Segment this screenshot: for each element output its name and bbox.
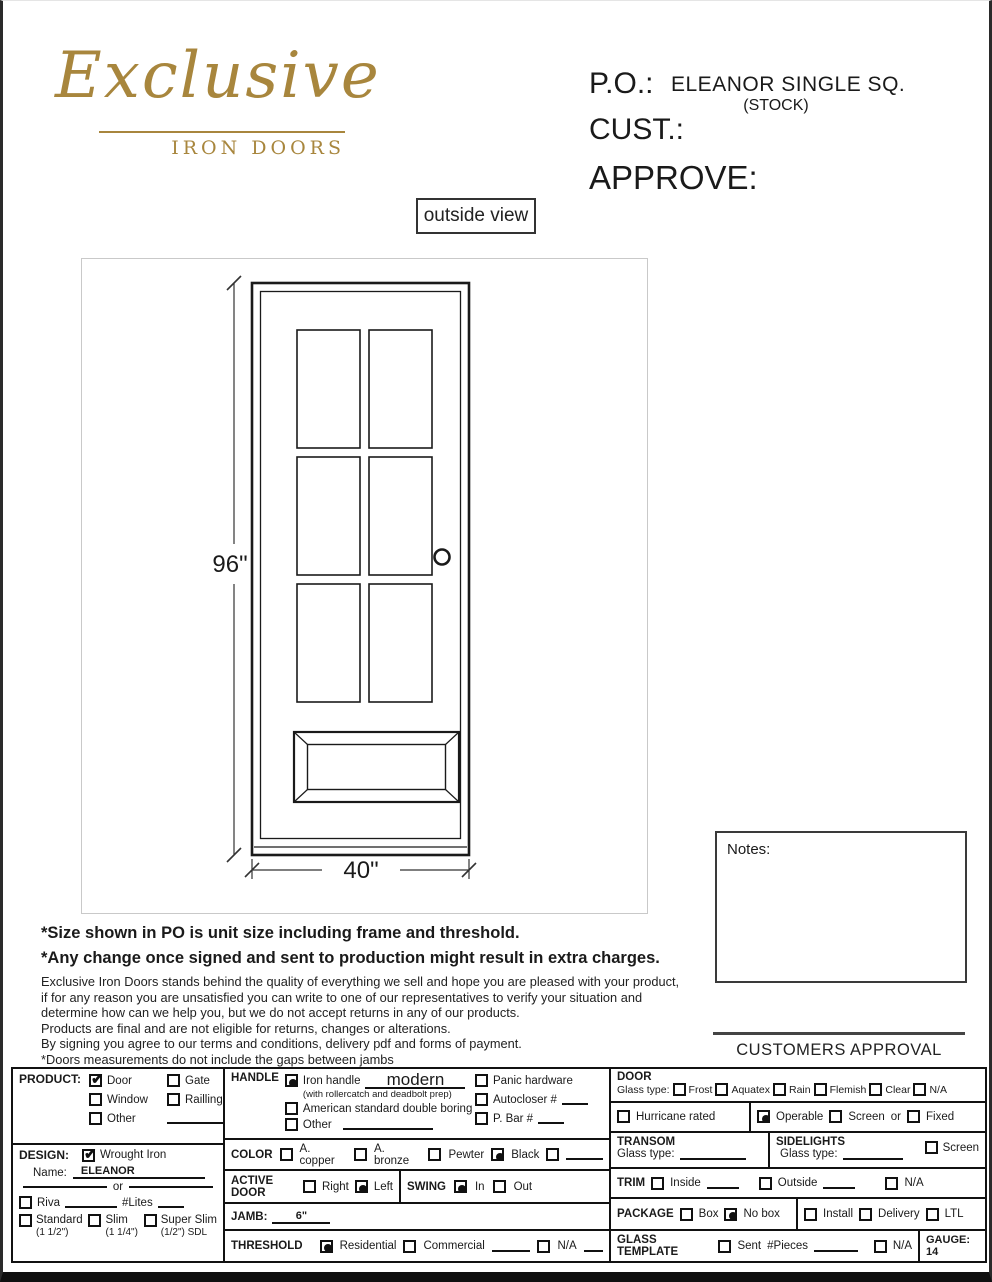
handle-iron-handle-note: (with rollercatch and deadbolt prep) <box>302 1089 452 1100</box>
disclaimer-line: By signing you agree to our terms and conditions, delivery pdf and forms of payment. <box>41 1036 522 1052</box>
color-section <box>225 1140 609 1171</box>
handle-panic-label: Panic hardware <box>493 1074 573 1087</box>
handle-iron-handle-radio[interactable] <box>285 1074 298 1087</box>
order-options-form <box>11 1067 987 1263</box>
trim-na-checkbox[interactable] <box>885 1177 898 1190</box>
cust-label: CUST.: <box>589 113 685 146</box>
bevel-line <box>446 732 460 745</box>
color-pewter-checkbox[interactable] <box>428 1148 441 1161</box>
width-dimension-label: 40" <box>343 857 379 884</box>
color-other-blank[interactable] <box>566 1149 603 1160</box>
product-window-checkbox[interactable] <box>89 1093 102 1106</box>
bevel-line <box>446 790 460 803</box>
disclaimer-size-note: *Size shown in PO is unit size including frame and threshold. <box>41 924 520 942</box>
handle-panic-checkbox[interactable] <box>475 1074 488 1087</box>
disclaimer-line: *Doors measurements do not include the gaps between jambs <box>41 1051 394 1067</box>
threshold-commercial-checkbox[interactable] <box>403 1240 416 1253</box>
product-railling-label: Railling <box>185 1093 223 1106</box>
door-clear-label: Clear <box>885 1083 911 1096</box>
package-box-label: Box <box>698 1208 719 1221</box>
logo-iron-doors: IRON DOORS <box>171 137 345 159</box>
package-delivery-cell <box>796 1199 985 1229</box>
door-clear-checkbox[interactable] <box>869 1083 882 1096</box>
customers-approval-label: CUSTOMERS APPROVAL <box>736 1041 942 1059</box>
glass-pane <box>297 330 360 448</box>
jamb-label: JAMB: <box>231 1210 268 1223</box>
design-or-divider <box>23 1181 213 1193</box>
active-door-right-checkbox[interactable] <box>303 1180 316 1193</box>
color-pewter-label: Pewter <box>448 1148 485 1161</box>
package-ltl-checkbox[interactable] <box>926 1208 939 1221</box>
glass-pane <box>369 457 432 575</box>
gauge-cell <box>918 1231 985 1261</box>
door-hurricane-checkbox[interactable] <box>617 1110 630 1123</box>
sidelights-glass-type-blank[interactable] <box>843 1149 903 1160</box>
color-a-bronze-checkbox[interactable] <box>354 1148 367 1161</box>
bevel-line <box>294 732 308 745</box>
design-label: DESIGN: <box>19 1148 70 1162</box>
door-flemish-checkbox[interactable] <box>814 1083 827 1096</box>
gauge-label: GAUGE: 14 <box>926 1234 970 1258</box>
disclaimer-line: determine how can we help you, but we do not accept returns in any of our products. <box>41 1005 520 1021</box>
active-door-left-radio[interactable] <box>355 1180 368 1193</box>
product-window-label: Window <box>107 1093 148 1106</box>
door-handle-knob <box>435 550 450 565</box>
door-operable-radio[interactable] <box>757 1110 770 1123</box>
door-aquatex-checkbox[interactable] <box>715 1083 728 1096</box>
disclaimer-line: if for any reason you are unsatisfied you can write to one of our representatives to verify your situation and <box>41 989 643 1005</box>
sidelights-section <box>768 1133 985 1167</box>
handle-american-checkbox[interactable] <box>285 1102 298 1115</box>
sidelights-screen-checkbox[interactable] <box>925 1141 938 1154</box>
active-door-label: ACTIVE DOOR <box>231 1174 274 1199</box>
threshold-label: THRESHOLD <box>231 1240 303 1252</box>
transom-glass-type-label: Glass type: <box>617 1148 675 1161</box>
door-section-label: DOOR <box>617 1071 652 1083</box>
door-rain-checkbox[interactable] <box>773 1083 786 1096</box>
package-install-checkbox[interactable] <box>804 1208 817 1221</box>
swing-label: SWING <box>407 1180 446 1193</box>
design-standard-size: (1 1/2") <box>36 1227 69 1238</box>
operable-cell <box>749 1103 985 1132</box>
design-riva-blank[interactable] <box>65 1197 117 1208</box>
threshold-na-checkbox[interactable] <box>537 1240 550 1253</box>
handle-section <box>225 1069 609 1140</box>
disclaimer-line: Exclusive Iron Doors stands behind the quality of everything we sell and hope you are pleased with your product, <box>41 974 680 989</box>
trim-inside-blank[interactable] <box>707 1178 739 1189</box>
design-name-label: Name: <box>33 1167 67 1179</box>
trim-inside-label: Inside <box>670 1177 701 1190</box>
logo-underline <box>99 131 345 133</box>
door-or-label: or <box>890 1110 901 1123</box>
handle-iron-handle-label: Iron handle <box>302 1074 361 1087</box>
glass-template-sent-checkbox[interactable] <box>718 1240 731 1253</box>
sidelights-label: SIDELIGHTS <box>776 1136 846 1149</box>
sidelights-screen-label: Screen <box>942 1141 979 1154</box>
design-wrought-iron-label: Wrought Iron <box>100 1149 167 1161</box>
package-install-label: Install <box>823 1208 854 1221</box>
door-frost-label: Frost <box>688 1083 713 1096</box>
design-slim-size: (1 1/4") <box>105 1227 138 1238</box>
package-section <box>611 1199 796 1229</box>
handle-autocloser-label: Autocloser # <box>493 1093 557 1106</box>
design-super-slim-checkbox[interactable] <box>144 1214 157 1227</box>
door-glass-type-label: Glass type: <box>617 1083 670 1096</box>
glass-template-pieces-label: #Pieces <box>767 1240 809 1252</box>
threshold-residential-radio[interactable] <box>320 1240 333 1253</box>
design-section <box>13 1145 223 1261</box>
door-frost-checkbox[interactable] <box>673 1083 686 1096</box>
threshold-na-blank[interactable] <box>584 1241 603 1252</box>
package-label: PACKAGE <box>617 1208 674 1221</box>
trim-label: TRIM <box>617 1177 646 1190</box>
product-door-checkbox[interactable] <box>89 1074 102 1087</box>
color-black-label: Black <box>511 1148 540 1161</box>
door-na-checkbox[interactable] <box>913 1083 926 1096</box>
active-door-section <box>225 1171 399 1202</box>
handle-autocloser-checkbox[interactable] <box>475 1093 488 1106</box>
color-a-bronze-label: A. bronze <box>373 1142 410 1167</box>
logo-exclusive-script: Exclusive <box>55 39 381 113</box>
handle-other-blank[interactable] <box>343 1119 433 1130</box>
active-door-left-label: Left <box>373 1180 393 1193</box>
threshold-section <box>225 1231 609 1261</box>
door-diagram-container <box>81 258 648 914</box>
handle-american-label: American standard double boring <box>302 1102 473 1115</box>
threshold-commercial-label: Commercial <box>423 1240 485 1252</box>
product-gate-label: Gate <box>185 1074 210 1087</box>
trim-inside-checkbox[interactable] <box>651 1177 664 1190</box>
design-super-slim-size: (1/2") SDL <box>160 1227 208 1238</box>
design-wrought-iron-checkbox[interactable] <box>82 1149 95 1162</box>
disclaimer-paragraph <box>41 974 679 1068</box>
door-na-label: N/A <box>929 1083 947 1096</box>
product-door-label: Door <box>107 1074 132 1087</box>
threshold-residential-label: Residential <box>339 1240 397 1252</box>
jamb-section <box>225 1204 609 1231</box>
swing-in-label: In <box>474 1180 485 1193</box>
color-black-radio[interactable] <box>491 1148 504 1161</box>
color-a-copper-label: A. copper <box>299 1142 335 1167</box>
bottom-panel-inner <box>308 745 446 790</box>
approve-label: APPROVE: <box>589 159 758 196</box>
design-standard-label: Standard <box>36 1214 83 1226</box>
design-slim-checkbox[interactable] <box>88 1214 101 1227</box>
design-riva-checkbox[interactable] <box>19 1196 32 1209</box>
glass-pane <box>369 584 432 702</box>
outside-view-box <box>416 198 536 234</box>
door-glass-section <box>611 1069 985 1103</box>
glass-template-na-checkbox[interactable] <box>874 1240 887 1253</box>
handle-pbar-label: P. Bar # <box>493 1112 534 1125</box>
product-railling-checkbox[interactable] <box>167 1093 180 1106</box>
door-fixed-checkbox[interactable] <box>907 1110 920 1123</box>
door-fixed-label: Fixed <box>925 1110 955 1123</box>
trim-outside-checkbox[interactable] <box>759 1177 772 1190</box>
trim-section <box>611 1169 985 1200</box>
design-lites-blank[interactable] <box>158 1197 184 1208</box>
door-screen-checkbox[interactable] <box>829 1110 842 1123</box>
door-rain-label: Rain <box>788 1083 811 1096</box>
jamb-value[interactable]: 6" <box>272 1210 330 1224</box>
sidelights-glass-type-label: Glass type: <box>780 1148 838 1161</box>
product-other-label: Other <box>107 1112 136 1125</box>
door-drawing <box>82 259 646 912</box>
design-lites-label: #Lites <box>122 1196 153 1209</box>
glass-pane <box>297 584 360 702</box>
design-riva-label: Riva <box>37 1196 61 1209</box>
swing-out-label: Out <box>513 1180 533 1193</box>
product-gate-checkbox[interactable] <box>167 1074 180 1087</box>
glass-template-pieces-blank[interactable] <box>814 1241 858 1252</box>
package-box-checkbox[interactable] <box>680 1208 693 1221</box>
glass-template-sent-label: Sent <box>737 1240 762 1252</box>
disclaimer-change-note: *Any change once signed and sent to production might result in extra charges. <box>41 949 660 967</box>
design-super-slim-label: Super Slim <box>160 1214 217 1226</box>
handle-other-checkbox[interactable] <box>285 1118 298 1131</box>
notes-box[interactable] <box>715 831 967 983</box>
door-hurricane-label: Hurricane rated <box>636 1110 716 1123</box>
po-label: P.O.: <box>589 67 654 100</box>
swing-in-radio[interactable] <box>454 1180 467 1193</box>
design-or-label: or <box>112 1181 124 1193</box>
glass-template-section <box>611 1231 918 1261</box>
outside-view-label: outside view <box>423 205 529 226</box>
door-screen-label: Screen <box>848 1110 885 1123</box>
glass-template-na-label: N/A <box>892 1240 912 1252</box>
door-aquatex-label: Aquatex <box>731 1083 770 1096</box>
package-no-box-radio[interactable] <box>724 1208 737 1221</box>
po-value: ELEANOR SINGLE SQ. <box>671 73 906 96</box>
active-door-right-label: Right <box>321 1180 349 1193</box>
trim-na-label: N/A <box>904 1177 924 1190</box>
threshold-commercial-blank[interactable] <box>492 1241 531 1252</box>
transom-glass-type-blank[interactable] <box>680 1149 746 1160</box>
transom-label: TRANSOM <box>617 1136 676 1149</box>
bottom-panel-outer <box>294 732 459 802</box>
product-other-checkbox[interactable] <box>89 1112 102 1125</box>
product-section <box>13 1069 223 1145</box>
design-standard-checkbox[interactable] <box>19 1214 32 1227</box>
handle-autocloser-blank[interactable] <box>562 1094 588 1105</box>
package-ltl-label: LTL <box>944 1208 964 1221</box>
handle-pbar-blank[interactable] <box>538 1113 564 1124</box>
hurricane-cell <box>611 1103 749 1132</box>
bevel-line <box>294 790 308 803</box>
customers-approval-signature-line[interactable] <box>713 1032 965 1035</box>
trim-outside-blank[interactable] <box>823 1178 855 1189</box>
handle-iron-handle-value[interactable]: modern <box>365 1072 465 1089</box>
package-delivery-label: Delivery <box>878 1208 920 1221</box>
handle-label: HANDLE <box>231 1072 279 1084</box>
notes-label: Notes: <box>727 841 771 858</box>
glass-pane <box>297 457 360 575</box>
product-other-blank[interactable] <box>167 1113 225 1124</box>
disclaimer-line: Products are final and are not eligible for returns, changes or alterations. <box>41 1020 451 1036</box>
color-label: COLOR <box>231 1148 273 1161</box>
glass-pane <box>369 330 432 448</box>
transom-section <box>611 1133 768 1167</box>
package-delivery-checkbox[interactable] <box>859 1208 872 1221</box>
swing-out-checkbox[interactable] <box>493 1180 506 1193</box>
door-flemish-label: Flemish <box>829 1083 867 1096</box>
trim-outside-label: Outside <box>777 1177 818 1190</box>
swing-section <box>399 1171 609 1202</box>
color-other-checkbox[interactable] <box>546 1148 559 1161</box>
handle-other-label: Other <box>302 1118 332 1131</box>
package-no-box-label: No box <box>743 1208 780 1221</box>
glass-template-label: GLASS TEMPLATE <box>617 1234 679 1258</box>
po-stock-note: (STOCK) <box>743 97 809 114</box>
height-dimension-label: 96" <box>212 551 248 578</box>
door-operable-label: Operable <box>776 1110 824 1123</box>
design-slim-label: Slim <box>105 1214 128 1226</box>
threshold-na-label: N/A <box>557 1240 577 1252</box>
color-a-copper-checkbox[interactable] <box>280 1148 293 1161</box>
product-label: PRODUCT: <box>19 1072 81 1086</box>
handle-pbar-checkbox[interactable] <box>475 1112 488 1125</box>
design-name-value[interactable]: ELEANOR <box>73 1165 205 1179</box>
